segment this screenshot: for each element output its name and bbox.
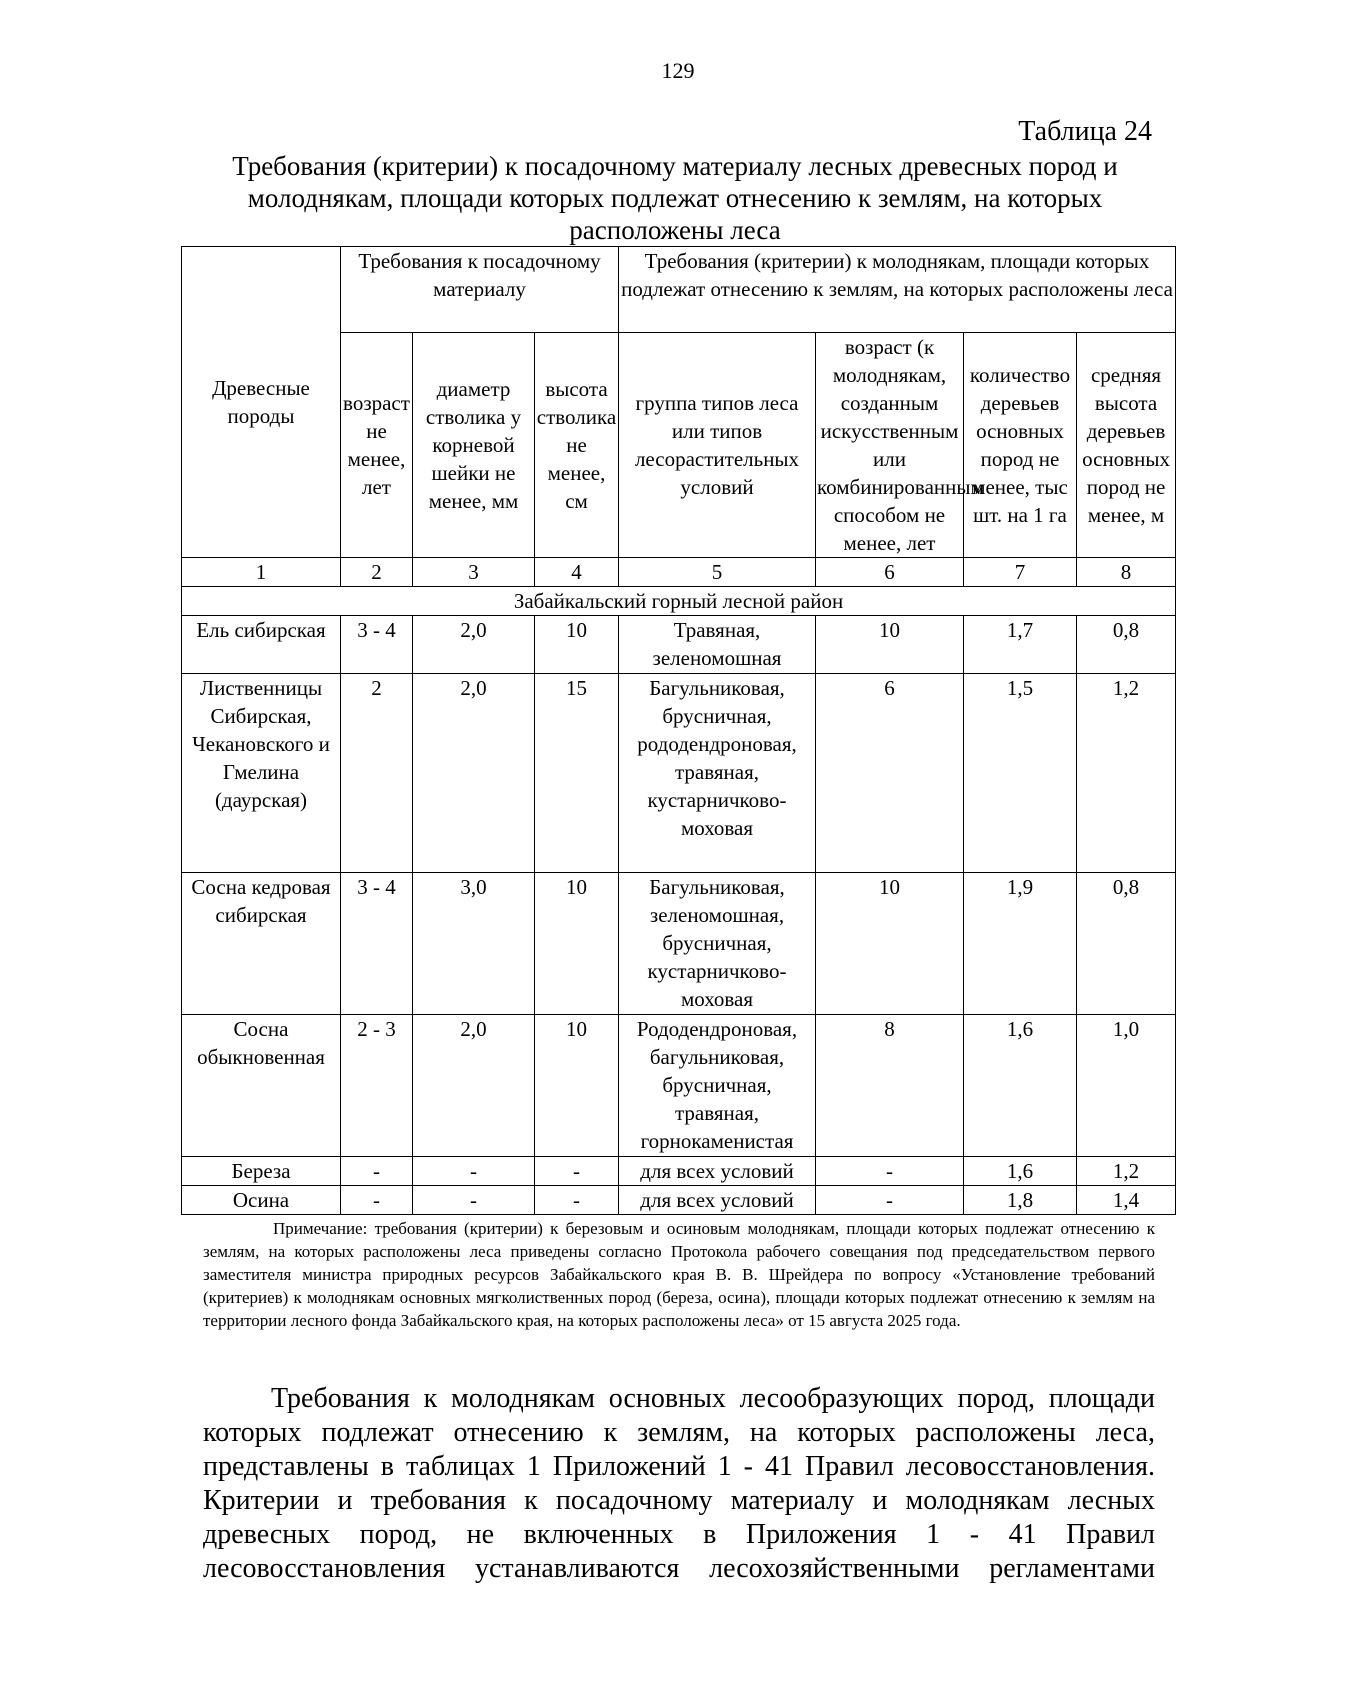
height-cell: - xyxy=(535,1157,619,1186)
young-age-cell: 8 xyxy=(816,1015,964,1157)
avg-height-cell: 0,8 xyxy=(1077,616,1176,674)
age-cell: 2 - 3 xyxy=(341,1015,413,1157)
page-number: 129 xyxy=(661,58,695,83)
forest-type-cell: Травяная, зеленомошная xyxy=(619,616,816,674)
forest-type-cell: Багульниковая, зеленомошная, брусничная, кустарничково-моховая xyxy=(619,873,816,1015)
table-row xyxy=(182,616,1176,674)
tree-count-cell: 1,6 xyxy=(964,1015,1077,1157)
header-forest-type: группа типов леса или типов лесорастительных условий xyxy=(619,333,816,558)
column-number: 2 xyxy=(341,558,413,587)
table-row xyxy=(182,1186,1176,1215)
diameter-cell: 2,0 xyxy=(413,616,535,674)
header-species: Древесные породы xyxy=(182,247,341,558)
diameter-cell: - xyxy=(413,1186,535,1215)
tree-count-cell: 1,5 xyxy=(964,674,1077,873)
young-age-cell: - xyxy=(816,1186,964,1215)
column-number: 6 xyxy=(816,558,964,587)
young-age-cell: - xyxy=(816,1157,964,1186)
header-avg-height: средняя высота деревьев основных пород не менее, м xyxy=(1077,333,1176,558)
age-cell: - xyxy=(341,1157,413,1186)
column-number: 7 xyxy=(964,558,1077,587)
species-cell: Лиственницы Сибирская, Чекановского и Гмелина (даурская) xyxy=(182,674,341,873)
column-number-row xyxy=(182,558,1176,587)
table-label: Таблица 24 xyxy=(1018,116,1152,147)
species-cell: Осина xyxy=(182,1186,341,1215)
column-number: 5 xyxy=(619,558,816,587)
avg-height-cell: 0,8 xyxy=(1077,873,1176,1015)
header-young-age: возраст (к молоднякам, созданным искусственным или комбинированным способом не менее, лет xyxy=(816,333,964,558)
age-cell: 2 xyxy=(341,674,413,873)
region-row: Забайкальский горный лесной район xyxy=(182,587,1176,616)
tree-count-cell: 1,6 xyxy=(964,1157,1077,1186)
age-cell: 3 - 4 xyxy=(341,616,413,674)
diameter-cell: 3,0 xyxy=(413,873,535,1015)
tree-count-cell: 1,7 xyxy=(964,616,1077,674)
forest-type-cell: Рододендроновая, багульниковая, брусничная, травяная, горнокаменистая xyxy=(619,1015,816,1157)
young-age-cell: 10 xyxy=(816,873,964,1015)
height-cell: 15 xyxy=(535,674,619,873)
species-cell: Ель сибирская xyxy=(182,616,341,674)
diameter-cell: 2,0 xyxy=(413,1015,535,1157)
age-cell: - xyxy=(341,1186,413,1215)
column-number: 1 xyxy=(182,558,341,587)
tree-count-cell: 1,8 xyxy=(964,1186,1077,1215)
height-cell: 10 xyxy=(535,873,619,1015)
height-cell: 10 xyxy=(535,1015,619,1157)
young-age-cell: 10 xyxy=(816,616,964,674)
forest-type-cell: Багульниковая, брусничная, рододендроновая, травяная, кустарничково-моховая xyxy=(619,674,816,873)
table-title: Требования (критерии) к посадочному материалу лесных древесных пород и молоднякам, площади которых подлежат отнесению к землям, на которых расположены леса xyxy=(232,151,1118,245)
forest-type-cell: для всех условий xyxy=(619,1157,816,1186)
header-planting-material: Требования к посадочному материалу xyxy=(341,247,619,333)
requirements-table xyxy=(181,246,1176,1215)
body-paragraph: Требования к молоднякам основных лесообразующих пород, площади которых подлежат отнесению к землям, на которых расположены леса, представлены в таблицах 1 Приложений 1 - 41 Правил лесовосстановления. Критерии и требования к посадочному материалу и молоднякам лесных древесных пород, не включенных в Приложения 1 - 41 Правил лесовосстановления устанавливаются лесохозяйственными регламентами xyxy=(203,1383,1155,1584)
table-row xyxy=(182,674,1176,873)
diameter-cell: 2,0 xyxy=(413,674,535,873)
forest-type-cell: для всех условий xyxy=(619,1186,816,1215)
avg-height-cell: 1,0 xyxy=(1077,1015,1176,1157)
tree-count-cell: 1,9 xyxy=(964,873,1077,1015)
height-cell: - xyxy=(535,1186,619,1215)
young-age-cell: 6 xyxy=(816,674,964,873)
age-cell: 3 - 4 xyxy=(341,873,413,1015)
table-row xyxy=(182,873,1176,1015)
avg-height-cell: 1,2 xyxy=(1077,1157,1176,1186)
table-row xyxy=(182,1015,1176,1157)
table-note: Примечание: требования (критерии) к березовым и осиновым молоднякам, площади которых подлежат отнесению к землям, на которых расположены леса приведены согласно Протокола рабочего совещания под председательством первого заместителя министра природных ресурсов Забайкальского края В. В. Шрейдера по вопросу «Установление требований (критериев) к молоднякам основных мягколиственных пород (береза, осина), площади которых подлежат отнесению к землям на территории лесного фонда Забайкальского края, на которых расположены леса» от 15 августа 2025 года. xyxy=(203,1219,1155,1330)
avg-height-cell: 1,4 xyxy=(1077,1186,1176,1215)
diameter-cell: - xyxy=(413,1157,535,1186)
header-diameter: диаметр стволика у корневой шейки не менее, мм xyxy=(413,333,535,558)
avg-height-cell: 1,2 xyxy=(1077,674,1176,873)
column-number: 3 xyxy=(413,558,535,587)
header-height: высота стволика не менее, см xyxy=(535,333,619,558)
species-cell: Сосна обыкновенная xyxy=(182,1015,341,1157)
species-cell: Береза xyxy=(182,1157,341,1186)
column-number: 8 xyxy=(1077,558,1176,587)
header-young-stands: Требования (критерии) к молоднякам, площади которых подлежат отнесению к землям, на которых расположены леса xyxy=(619,247,1176,333)
species-cell: Сосна кедровая сибирская xyxy=(182,873,341,1015)
header-age: возраст не менее, лет xyxy=(341,333,413,558)
height-cell: 10 xyxy=(535,616,619,674)
header-tree-count: количество деревьев основных пород не менее, тыс шт. на 1 га xyxy=(964,333,1077,558)
table-row xyxy=(182,1157,1176,1186)
column-number: 4 xyxy=(535,558,619,587)
